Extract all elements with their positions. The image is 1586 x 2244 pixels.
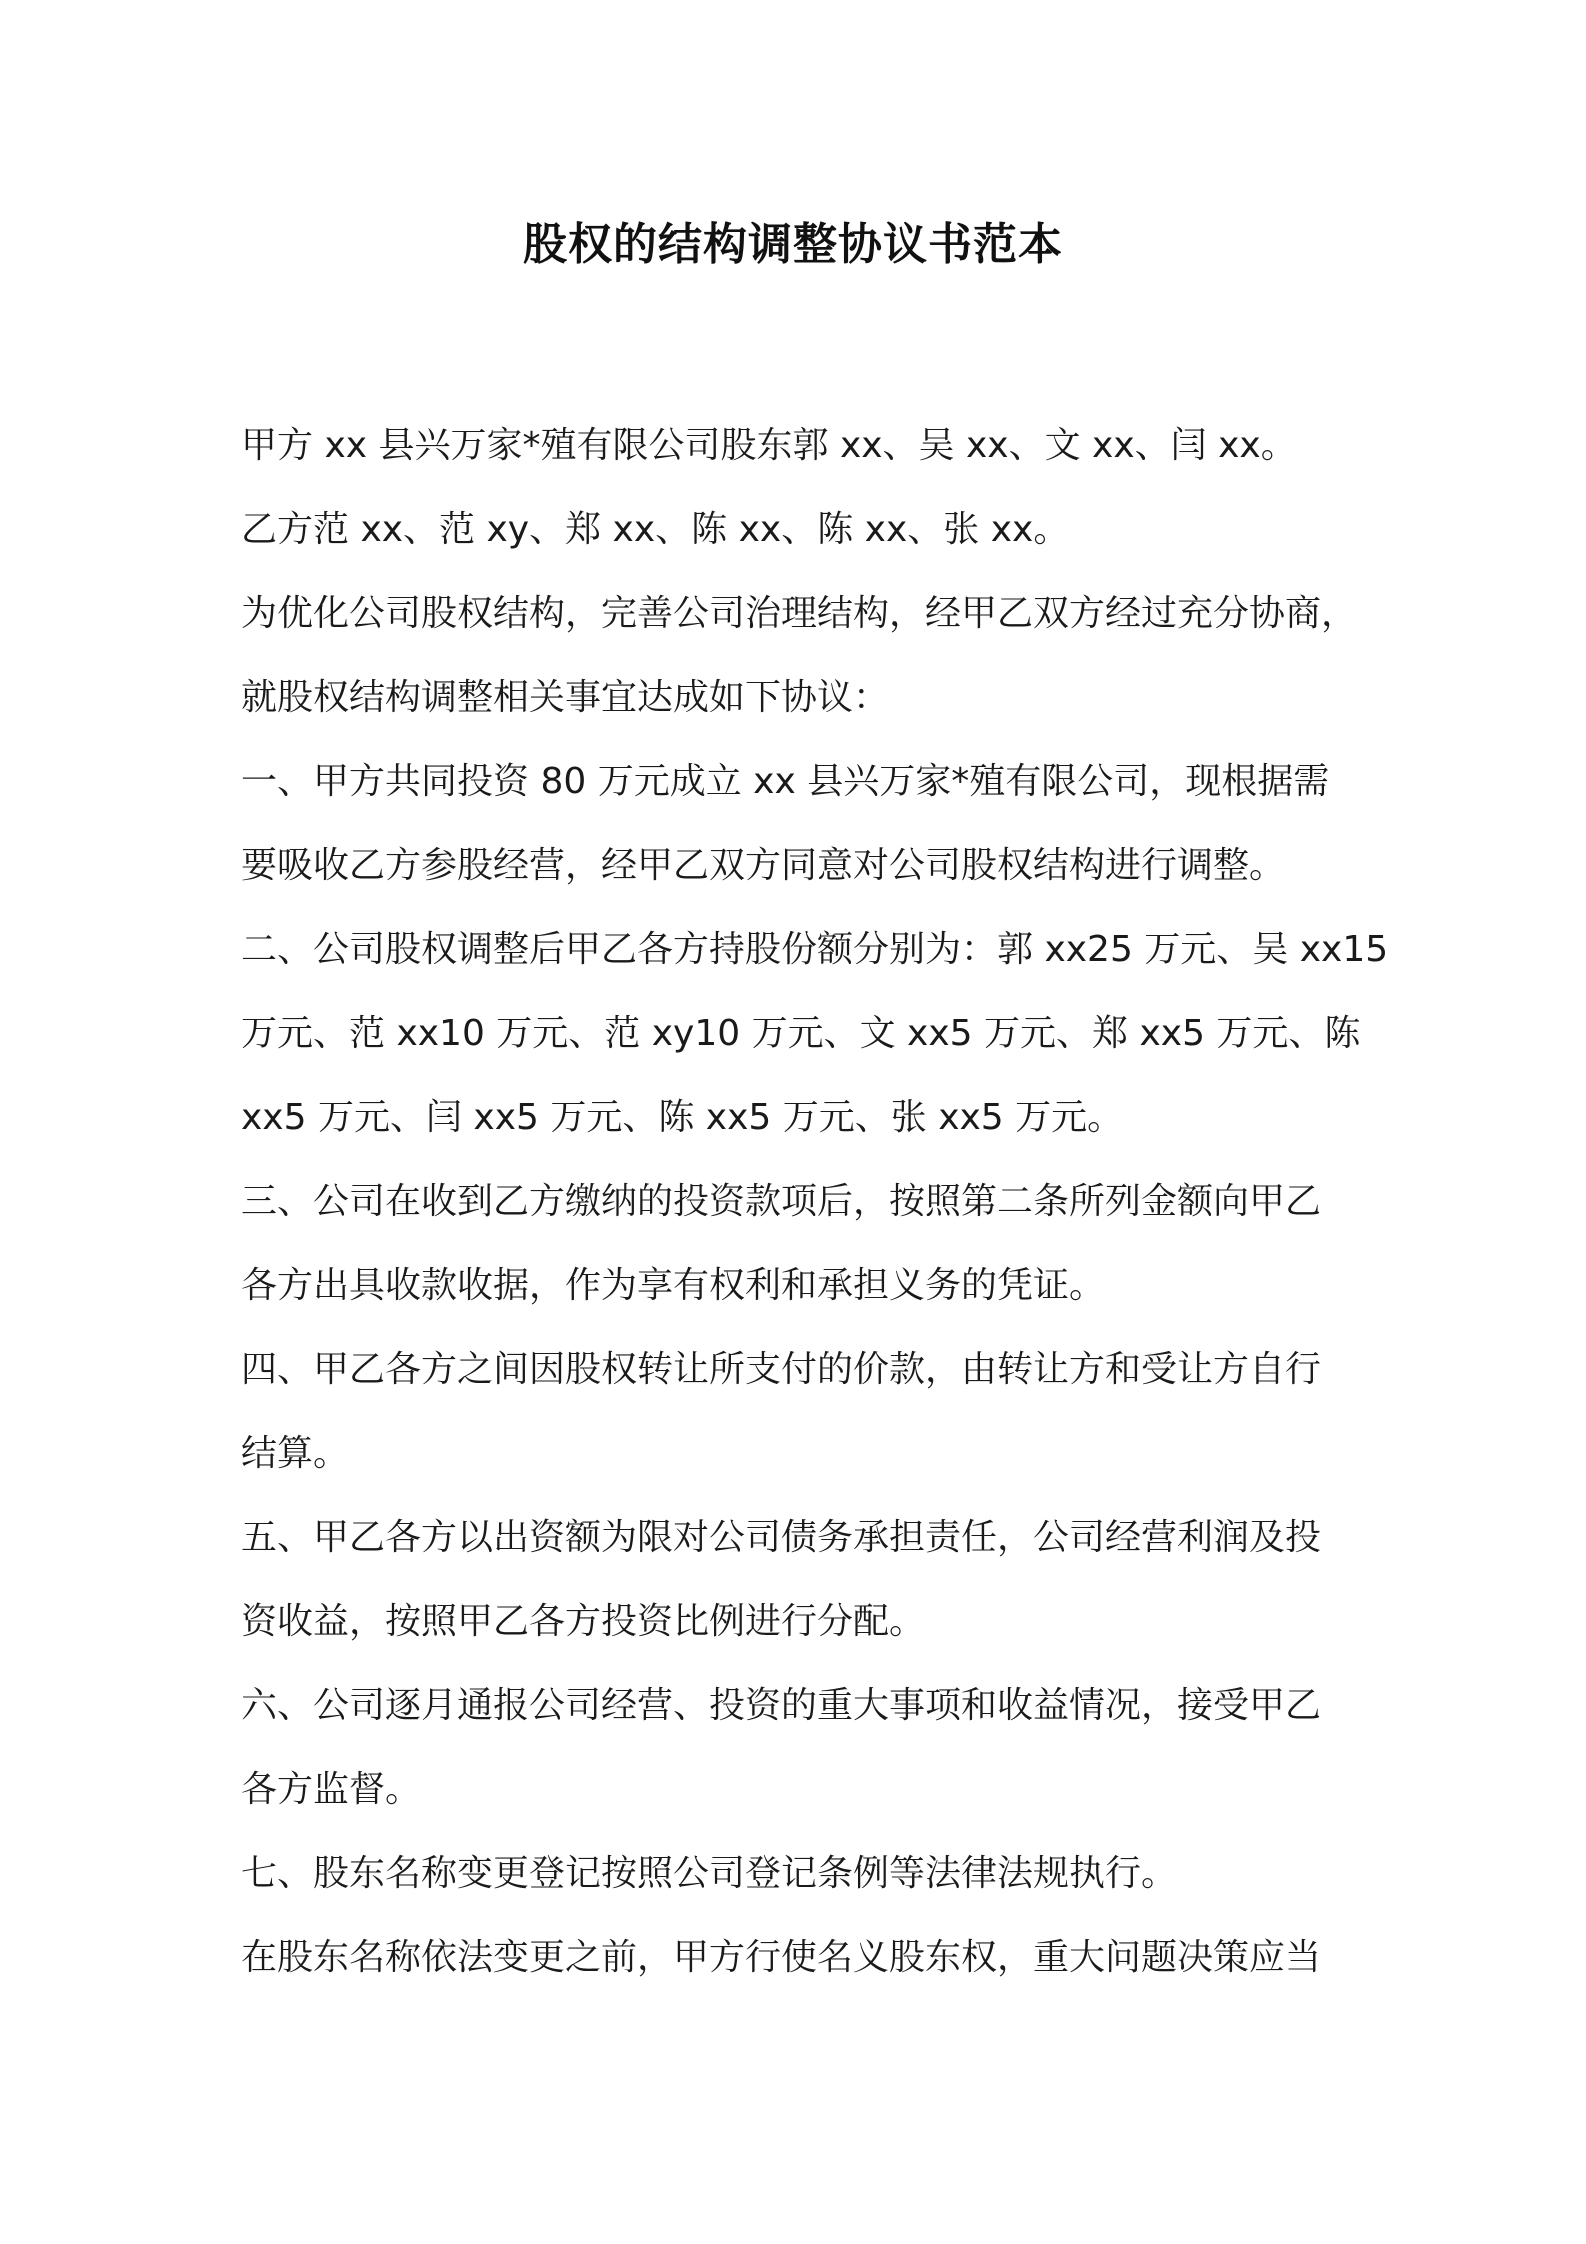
document-body: [241, 404, 1389, 2000]
text-line: 就股权结构调整相关事宜达成如下协议：: [241, 677, 890, 718]
text-line: 资收益，按照甲乙各方投资比例进行分配。: [241, 1601, 926, 1642]
text-line: 甲方 xx 县兴万家*殖有限公司股东郭 xx、吴 xx、文 xx、闫 xx。: [241, 425, 1297, 466]
text-line: 万元、范 xx10 万元、范 xy10 万元、文 xx5 万元、郑 xx5 万元、陈: [241, 1013, 1361, 1054]
text-line: 六、公司逐月通报公司经营、投资的重大事项和收益情况，接受甲乙: [241, 1685, 1322, 1726]
text-line: 在股东名称依法变更之前，甲方行使名义股东权，重大问题决策应当: [241, 1937, 1322, 1978]
text-line: 一、甲方共同投资 80 万元成立 xx 县兴万家*殖有限公司，现根据需: [241, 761, 1330, 802]
text-line: 二、公司股权调整后甲乙各方持股份额分别为：郭 xx25 万元、吴 xx15: [241, 929, 1389, 970]
text-line: xx5 万元、闫 xx5 万元、陈 xx5 万元、张 xx5 万元。: [241, 1097, 1124, 1138]
text-line: 四、甲乙各方之间因股权转让所支付的价款，由转让方和受让方自行: [241, 1349, 1322, 1390]
text-line: 七、股东名称变更登记按照公司登记条例等法律法规执行。: [241, 1853, 1178, 1894]
text-line: 结算。: [241, 1433, 350, 1474]
text-line: 乙方范 xx、范 xy、郑 xx、陈 xx、陈 xx、张 xx。: [241, 509, 1070, 550]
text-line: 三、公司在收到乙方缴纳的投资款项后，按照第二条所列金额向甲乙: [241, 1181, 1322, 1222]
text-line: 各方监督。: [241, 1769, 422, 1810]
text-line: 要吸收乙方参股经营，经甲乙双方同意对公司股权结构进行调整。: [241, 845, 1286, 886]
text-line: 五、甲乙各方以出资额为限对公司债务承担责任，公司经营利润及投: [241, 1517, 1322, 1558]
document-title: 股权的结构调整协议书范本: [523, 219, 1063, 270]
text-line: 各方出具收款收据，作为享有权利和承担义务的凭证。: [241, 1265, 1106, 1306]
text-line: 为优化公司股权结构，完善公司治理结构，经甲乙双方经过充分协商，: [241, 593, 1358, 634]
